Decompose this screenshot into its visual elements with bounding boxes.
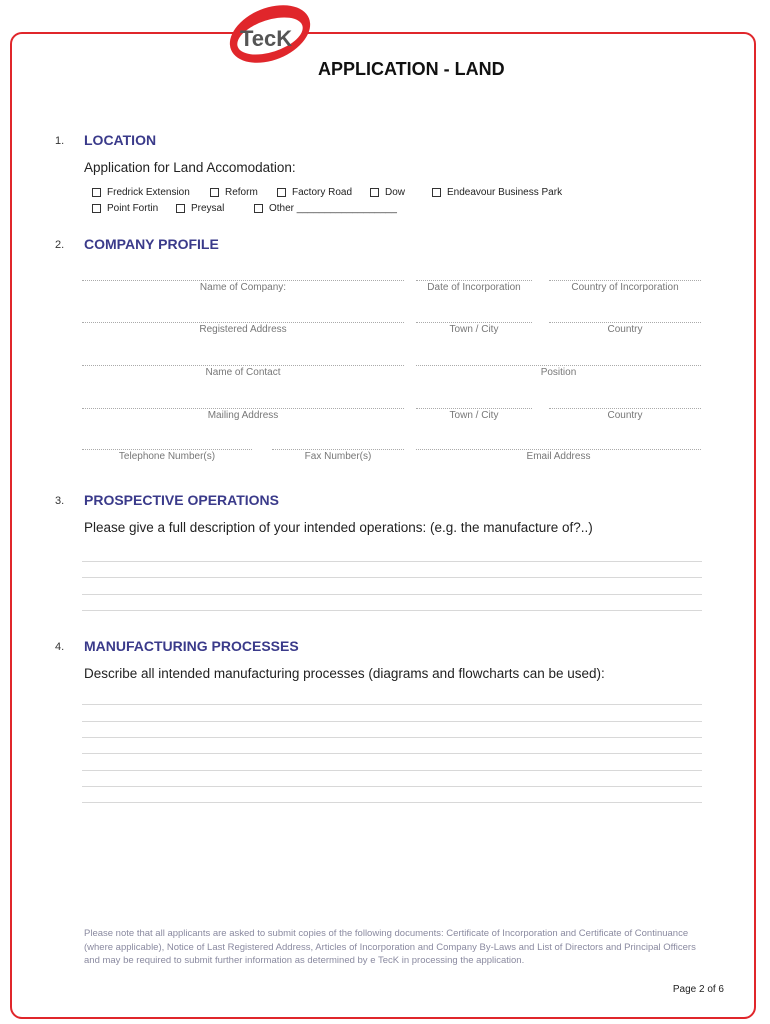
mailing-town-city-line[interactable]	[416, 408, 532, 409]
section-title-company-profile: COMPANY PROFILE	[84, 236, 219, 252]
answer-line[interactable]	[82, 577, 702, 578]
section-title-prospective-operations: PROSPECTIVE OPERATIONS	[84, 492, 279, 508]
company-name-line[interactable]	[82, 280, 404, 281]
field-label: Email Address	[526, 451, 591, 462]
field-label: Registered Address	[199, 324, 287, 335]
field-label: Fax Number(s)	[304, 451, 372, 462]
email-line[interactable]	[416, 449, 701, 450]
option-point-fortin[interactable]: Point Fortin	[92, 203, 158, 214]
field-label: Country	[607, 324, 643, 335]
option-reform[interactable]: Reform	[210, 187, 258, 198]
teck-logo	[218, 0, 313, 68]
position-line[interactable]	[416, 365, 701, 366]
date-incorporation-line[interactable]	[416, 280, 532, 281]
answer-line[interactable]	[82, 704, 702, 705]
field-label: Town / City	[449, 324, 499, 335]
field-label: Date of Incorporation	[427, 282, 521, 293]
field-label: Position	[540, 367, 577, 378]
documents-note: Please note that all applicants are asked to submit copies of the following documents: Certificate of Incorporation and Certificate of Continuance (where applicable), Notice of Last Registered Address, Articles of Incorporation and Company By-Laws and List of Directors and Principal Officers and may be required to submit further information as determined by e TecK in processing the application.	[84, 928, 696, 966]
option-fredrick-extension[interactable]: Fredrick Extension	[92, 187, 190, 198]
country-line[interactable]	[549, 322, 701, 323]
processes-prompt: Describe all intended manufacturing processes (diagrams and flowcharts can be used):	[84, 666, 605, 681]
field-label: Name of Contact	[205, 367, 281, 378]
field-label: Mailing Address	[207, 410, 279, 421]
answer-line[interactable]	[82, 786, 702, 787]
section-title-manufacturing-processes: MANUFACTURING PROCESSES	[84, 638, 299, 654]
field-label: Country	[607, 410, 643, 421]
section-number: 3.	[55, 495, 65, 507]
operations-prompt: Please give a full description of your intended operations: (e.g. the manufacture of?..)	[84, 520, 593, 535]
answer-line[interactable]	[82, 802, 702, 803]
option-dow[interactable]: Dow	[370, 187, 405, 198]
option-factory-road[interactable]: Factory Road	[277, 187, 352, 198]
answer-line[interactable]	[82, 770, 702, 771]
field-label: Name of Company:	[199, 282, 287, 293]
answer-line[interactable]	[82, 561, 702, 562]
country-incorporation-line[interactable]	[549, 280, 701, 281]
section-number: 4.	[55, 641, 65, 653]
section-number: 1.	[55, 135, 65, 147]
mailing-address-line[interactable]	[82, 408, 404, 409]
section-title-location: LOCATION	[84, 132, 157, 148]
answer-line[interactable]	[82, 721, 702, 722]
svg-text:TecK: TecK	[240, 26, 293, 51]
section-number: 2.	[55, 239, 65, 251]
town-city-line[interactable]	[416, 322, 532, 323]
checkbox[interactable]	[277, 188, 286, 197]
checkbox[interactable]	[370, 188, 379, 197]
checkbox[interactable]	[210, 188, 219, 197]
checkbox[interactable]	[92, 204, 101, 213]
field-label: Country of Incorporation	[571, 282, 679, 293]
page-number: Page 2 of 6	[672, 984, 724, 995]
mailing-country-line[interactable]	[549, 408, 701, 409]
registered-address-line[interactable]	[82, 322, 404, 323]
checkbox[interactable]	[432, 188, 441, 197]
field-label: Town / City	[449, 410, 499, 421]
answer-line[interactable]	[82, 737, 702, 738]
option-preysal[interactable]: Preysal	[176, 203, 224, 214]
field-label: Telephone Number(s)	[118, 451, 216, 462]
contact-name-line[interactable]	[82, 365, 404, 366]
answer-line[interactable]	[82, 753, 702, 754]
fax-line[interactable]	[272, 449, 404, 450]
answer-line[interactable]	[82, 594, 702, 595]
location-prompt: Application for Land Accomodation:	[84, 160, 296, 175]
option-other[interactable]: Other __________________	[254, 203, 397, 214]
checkbox[interactable]	[176, 204, 185, 213]
telephone-line[interactable]	[82, 449, 252, 450]
checkbox[interactable]	[254, 204, 263, 213]
page-title: APPLICATION - LAND	[318, 59, 505, 79]
checkbox[interactable]	[92, 188, 101, 197]
answer-line[interactable]	[82, 610, 702, 611]
option-endeavour-business-park[interactable]: Endeavour Business Park	[432, 187, 562, 198]
